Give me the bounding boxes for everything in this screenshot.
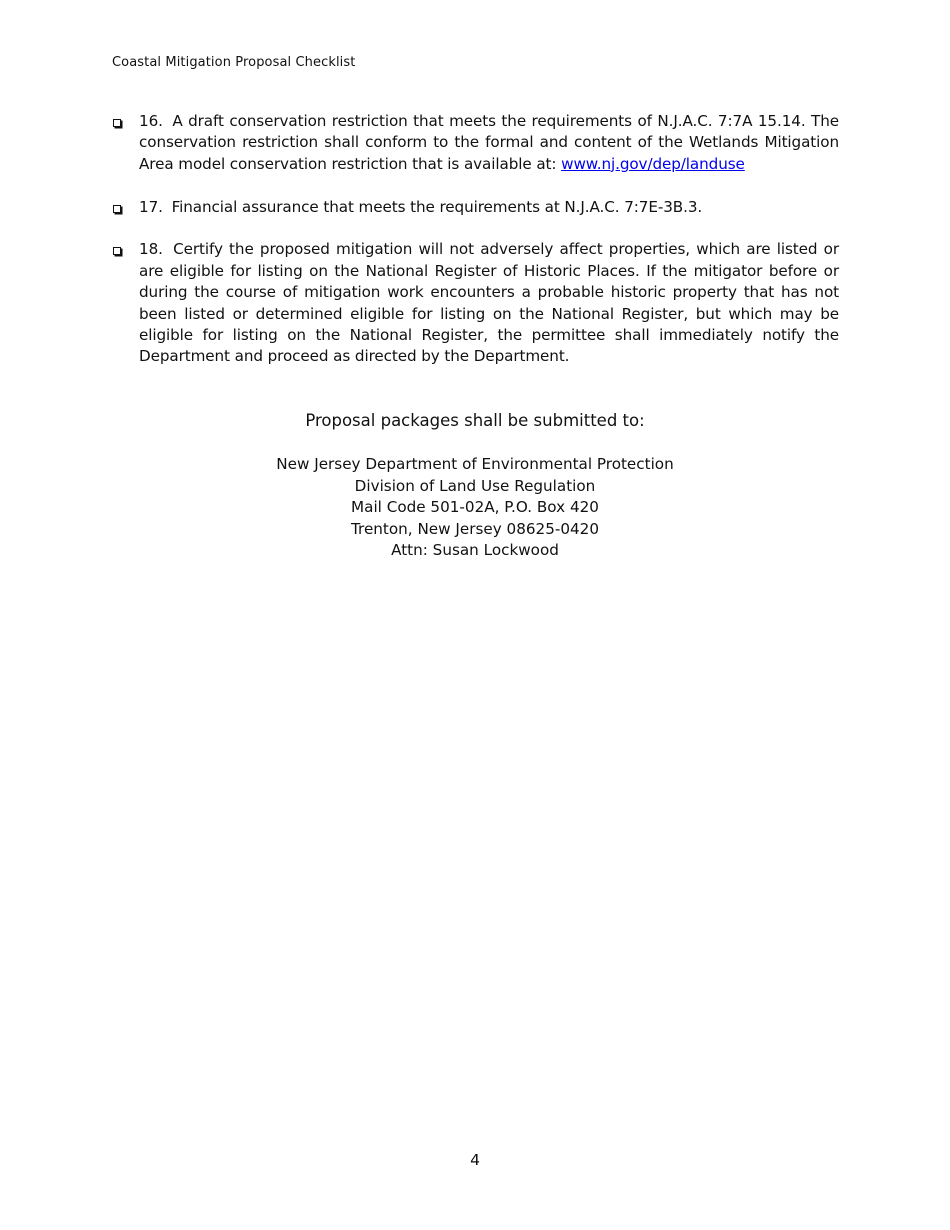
address-line: Trenton, New Jersey 08625-0420	[351, 519, 599, 538]
item-number: 18.	[139, 240, 163, 259]
checkbox-icon[interactable]	[113, 119, 121, 127]
address-line: Division of Land Use Regulation	[354, 476, 596, 495]
item-text: Financial assurance that meets the requirements at N.J.A.C. 7:7E-3B.3.	[171, 197, 703, 216]
address-line: New Jersey Department of Environmental Protection	[276, 455, 674, 473]
checklist-item-17	[112, 197, 839, 218]
address-line: Mail Code 501-02A, P.O. Box 420	[351, 498, 599, 517]
checklist-item-18	[112, 239, 839, 367]
mailing-address	[0, 454, 950, 562]
checklist-item-16	[112, 111, 839, 175]
page-number: 4	[470, 1151, 480, 1169]
item-text: A draft conservation restriction that meets the requirements of N.J.A.C. 7:7A 15.14. The conservation restriction shall conform to the formal and content of the Wetlands Mitigation Area model conservation restriction that is available at:	[139, 112, 839, 173]
address-line: Attn: Susan Lockwood	[391, 541, 559, 560]
checklist	[112, 111, 839, 368]
checkbox-icon[interactable]	[113, 205, 121, 213]
item-number: 16.	[139, 112, 163, 130]
item-number: 17.	[139, 197, 163, 216]
checkbox-icon[interactable]	[113, 247, 121, 255]
landuse-link[interactable]: www.nj.gov/dep/landuse	[561, 154, 745, 173]
submission-heading: Proposal packages shall be submitted to:	[305, 411, 645, 430]
submission-section	[0, 408, 950, 562]
item-text: Certify the proposed mitigation will not adversely affect properties, which are listed or are eligible for listing on the National Register of Historic Places. If the mitigator before or during the course of mitigation work encounters a probable historic property that has not been listed or determined eligible for listing on the National Register, but which may be eligible for listing on the National Register, the permittee shall immediately notify the Department and proceed as directed by the Department.	[139, 240, 839, 366]
page-header: Coastal Mitigation Proposal Checklist	[112, 55, 356, 70]
